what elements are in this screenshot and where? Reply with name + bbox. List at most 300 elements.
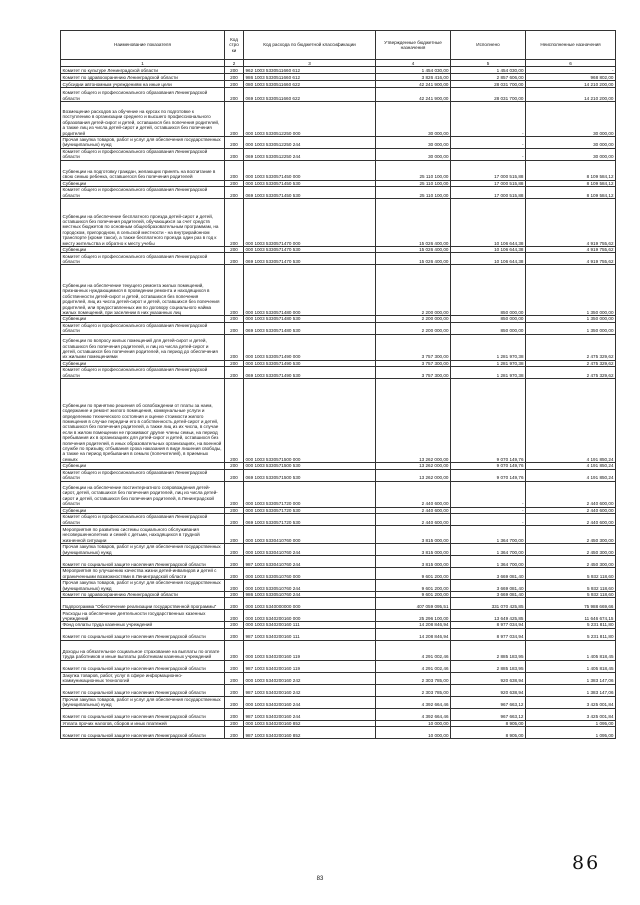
row-executed: 10 106 644,38 — [451, 199, 526, 247]
row-line-code: 200 — [225, 187, 244, 199]
row-approved: 30 000,00 — [376, 137, 451, 149]
row-approved: 25 110 100,00 — [376, 187, 451, 199]
row-name: Субвенции на обеспечение текущего ремонта жилых помещений, признанных нуждающимися в проведении ремонта и находящихся в собственности детей-сирот и детей, оставшихся без попечения родителей, лиц из числа детей-сирот и детей, оставшихся без попечения родителей, или предоставленных им по договору социального найма жилых помещений, при заселении в них указанных лиц — [61, 265, 225, 316]
row-line-code: 200 — [225, 640, 244, 660]
row-kbk: 000 1003 5330571470 530 — [244, 247, 376, 253]
row-line-code: 200 — [225, 628, 244, 640]
row-kbk: 080 1003 5330511660 622 — [244, 81, 376, 88]
row-name: Комитет общего и профессионального образования Ленинградской области — [61, 88, 225, 102]
row-unexecuted: 75 988 669,66 — [526, 598, 616, 610]
row-unexecuted: 8 109 584,12 — [526, 160, 616, 180]
row-line-code: 200 — [225, 88, 244, 102]
row-approved: 10 000,00 — [376, 727, 451, 739]
row-unexecuted: 5 231 811,80 — [526, 628, 616, 640]
row-unexecuted: 3 425 001,84 — [526, 696, 616, 708]
row-unexecuted: 1 095,00 — [526, 727, 616, 739]
row-executed: 967 663,12 — [451, 696, 526, 708]
row-executed: 13 649 425,85 — [451, 610, 526, 622]
row-line-code: 200 — [225, 610, 244, 622]
row-kbk: 069 1003 5330571500 530 — [244, 469, 376, 481]
table-row — [61, 580, 616, 592]
row-kbk: 987 1003 5340200160 244 — [244, 708, 376, 720]
row-line-code: 200 — [225, 360, 244, 366]
row-kbk: 000 1003 5340200160 244 — [244, 696, 376, 708]
row-approved: 25 110 100,00 — [376, 160, 451, 180]
row-name: Прочая закупка товаров, работ и услуг для обеспечения государственных (муниципальных) нужд — [61, 137, 225, 149]
row-line-code: 200 — [225, 514, 244, 526]
row-name: Мероприятия по развитию системы социального обслуживания несовершеннолетних и семей с детьми, находящихся в трудной жизненной ситуации — [61, 526, 225, 544]
row-line-code: 200 — [225, 684, 244, 696]
row-approved: 2 200 000,00 — [376, 322, 451, 334]
row-line-code: 200 — [225, 526, 244, 544]
row-unexecuted: 2 450 300,00 — [526, 544, 616, 556]
row-approved: 9 601 200,00 — [376, 580, 451, 592]
row-line-code: 200 — [225, 592, 244, 598]
row-line-code: 200 — [225, 568, 244, 580]
table-row — [61, 74, 616, 81]
row-unexecuted: - — [526, 67, 616, 74]
table-row — [61, 160, 616, 180]
row-line-code: 200 — [225, 727, 244, 739]
row-executed: 1 281 970,38 — [451, 367, 526, 379]
row-line-code: 200 — [225, 367, 244, 379]
row-approved: 15 026 400,00 — [376, 247, 451, 253]
row-executed: 1 364 700,00 — [451, 526, 526, 544]
table-row — [61, 628, 616, 640]
row-line-code: 200 — [225, 67, 244, 74]
row-kbk: 000 1003 5330571450 530 — [244, 180, 376, 186]
row-kbk: 069 1003 5330571490 530 — [244, 367, 376, 379]
header-executed: Исполнено — [451, 31, 526, 60]
row-kbk: 000 1003 5330410760 000 — [244, 526, 376, 544]
row-executed: - — [451, 507, 526, 513]
row-name: Прочая закупка товаров, работ и услуг для обеспечения государственных (муниципальных) нужд — [61, 696, 225, 708]
row-kbk: 069 1003 5330571720 530 — [244, 514, 376, 526]
page-number: 83 — [316, 876, 324, 882]
row-approved: 3 757 300,00 — [376, 334, 451, 360]
row-kbk: 000 1003 5330571470 000 — [244, 199, 376, 247]
row-unexecuted: 2 440 600,00 — [526, 507, 616, 513]
row-line-code: 200 — [225, 708, 244, 720]
row-line-code: 200 — [225, 463, 244, 469]
row-unexecuted: 5 932 118,60 — [526, 568, 616, 580]
row-name: Комитет по социальной защите населения Ленинградской области — [61, 684, 225, 696]
row-line-code: 200 — [225, 660, 244, 672]
row-approved: 4 392 664,46 — [376, 708, 451, 720]
row-approved: 2 303 785,00 — [376, 672, 451, 684]
row-kbk: 987 1003 5340200160 119 — [244, 660, 376, 672]
row-approved: 4 291 002,46 — [376, 640, 451, 660]
table-body — [61, 67, 616, 739]
row-kbk: 000 1003 5340200160 119 — [244, 640, 376, 660]
row-approved: 3 826 416,00 — [376, 74, 451, 81]
row-unexecuted: 1 405 818,45 — [526, 640, 616, 660]
row-kbk: 000 1003 5330571450 000 — [244, 160, 376, 180]
row-name: Субвенции по вопросу жилых помещений для детей-сирот и детей, оставшихся без попечения родителей, и лиц из числа детей-сирот и детей, оставшихся без попечения родителей, на период до обеспечения их жилыми помещениями — [61, 334, 225, 360]
row-approved: 4 392 664,46 — [376, 696, 451, 708]
row-kbk: 000 1003 5330571490 530 — [244, 360, 376, 366]
row-executed: 850 000,00 — [451, 265, 526, 316]
row-approved: 3 815 000,00 — [376, 556, 451, 568]
row-kbk: 069 1003 5330571470 530 — [244, 253, 376, 265]
table-row — [61, 469, 616, 481]
header-line-code: Код стро ки — [225, 31, 244, 60]
column-index: 6 — [526, 60, 616, 67]
row-line-code: 200 — [225, 81, 244, 88]
row-kbk: 069 1003 5330571450 530 — [244, 187, 376, 199]
row-kbk: 000 1003 5330571480 000 — [244, 265, 376, 316]
row-line-code: 200 — [225, 598, 244, 610]
table-row — [61, 137, 616, 149]
row-unexecuted: 1 350 000,00 — [526, 265, 616, 316]
row-approved: 13 262 000,00 — [376, 469, 451, 481]
row-approved: 2 440 600,00 — [376, 481, 451, 507]
row-approved: 1 454 030,00 — [376, 67, 451, 74]
row-kbk: 987 1003 5340200160 242 — [244, 684, 376, 696]
row-name: Возмещение расходов за обучение на курсах по подготовке к поступлению в организации среднего и высшего профессионального образования детей-сирот и детей, оставшихся без попечения родителей, а также лиц из числа детей-сирот и детей, оставшихся без попечения родителей — [61, 102, 225, 137]
row-executed: 1 281 970,38 — [451, 360, 526, 366]
row-line-code: 200 — [225, 672, 244, 684]
row-line-code: 200 — [225, 322, 244, 334]
row-approved: 3 815 000,00 — [376, 526, 451, 544]
column-index: 5 — [451, 60, 526, 67]
table-row — [61, 367, 616, 379]
table-row — [61, 610, 616, 622]
row-unexecuted: 5 231 811,80 — [526, 622, 616, 628]
row-line-code: 200 — [225, 74, 244, 81]
row-approved: 25 296 100,00 — [376, 610, 451, 622]
row-kbk: 962 1003 5330511660 612 — [244, 67, 376, 74]
row-unexecuted: 8 109 584,12 — [526, 187, 616, 199]
row-line-code: 200 — [225, 580, 244, 592]
table-header-row — [61, 31, 616, 60]
row-kbk: 000 1003 5340000000 000 — [244, 598, 376, 610]
row-name: Комитет общего и профессионального образования Ленинградской области — [61, 367, 225, 379]
row-executed: 8 977 034,94 — [451, 628, 526, 640]
row-approved: 42 241 900,00 — [376, 81, 451, 88]
row-unexecuted: 11 646 674,15 — [526, 610, 616, 622]
header-approved: Утвержденные бюджетные назначения — [376, 31, 451, 60]
row-name: Субвенции — [61, 180, 225, 186]
row-unexecuted: 1 350 000,00 — [526, 322, 616, 334]
row-executed: 8 905,00 — [451, 727, 526, 739]
row-kbk: 000 1003 5340200160 852 — [244, 720, 376, 726]
table-row — [61, 379, 616, 463]
row-executed: 1 281 970,38 — [451, 334, 526, 360]
table-row — [61, 67, 616, 74]
row-approved: 42 241 900,00 — [376, 88, 451, 102]
row-executed: 28 031 700,00 — [451, 81, 526, 88]
row-executed: 2 857 606,00 — [451, 74, 526, 81]
row-approved: 10 000,00 — [376, 720, 451, 726]
row-approved: 9 601 200,00 — [376, 592, 451, 598]
row-unexecuted: 5 932 118,60 — [526, 592, 616, 598]
row-line-code: 200 — [225, 507, 244, 513]
row-executed: 28 031 700,00 — [451, 88, 526, 102]
row-kbk: 000 1003 5330571500 000 — [244, 379, 376, 463]
row-executed: 1 364 700,00 — [451, 556, 526, 568]
row-executed: 2 885 183,95 — [451, 660, 526, 672]
table-row — [61, 684, 616, 696]
row-name: Подпрограмма "Обеспечение реализации государственной программы" — [61, 598, 225, 610]
row-executed: 331 070 425,85 — [451, 598, 526, 610]
row-kbk: 987 1003 5340200160 111 — [244, 628, 376, 640]
row-name: Комитет общего и профессионального образования Ленинградской области — [61, 187, 225, 199]
row-unexecuted: 14 210 200,00 — [526, 81, 616, 88]
row-kbk: 000 1003 5330410760 244 — [244, 544, 376, 556]
row-unexecuted: 2 440 600,00 — [526, 481, 616, 507]
row-kbk: 000 1003 5330510760 244 — [244, 580, 376, 592]
row-approved: 2 200 000,00 — [376, 265, 451, 316]
row-line-code: 200 — [225, 265, 244, 316]
row-executed: 17 000 515,88 — [451, 160, 526, 180]
row-unexecuted: 1 383 147,06 — [526, 684, 616, 696]
row-unexecuted: 1 405 818,45 — [526, 660, 616, 672]
table-row — [61, 660, 616, 672]
row-name: Субвенции на обеспечение постинтернатного сопровождения детей-сирот, детей, оставшихся без попечения родителей, лиц из числа детей-сирот и детей, оставшихся без попечения родителей, в Ленинградской области — [61, 481, 225, 507]
row-executed: 9 070 149,76 — [451, 379, 526, 463]
row-line-code: 200 — [225, 622, 244, 628]
row-name: Комитет общего и профессионального образования Ленинградской области — [61, 148, 225, 160]
row-line-code: 200 — [225, 253, 244, 265]
row-name: Прочая закупка товаров, работ и услуг для обеспечения государственных (муниципальных) нужд — [61, 544, 225, 556]
header-kbk: Код расхода по бюджетной классификации — [244, 31, 376, 60]
row-kbk: 986 1003 5330510760 244 — [244, 592, 376, 598]
row-unexecuted: 968 802,00 — [526, 74, 616, 81]
column-index: 1 — [61, 60, 225, 67]
row-approved: 2 200 000,00 — [376, 316, 451, 322]
row-line-code: 200 — [225, 180, 244, 186]
table-row — [61, 187, 616, 199]
row-executed: - — [451, 137, 526, 149]
row-name: Мероприятия по улучшению качества жизни детей-инвалидов и детей с ограниченными возможностями в Ленинградской области — [61, 568, 225, 580]
table-row — [61, 88, 616, 102]
row-kbk: 000 1003 5330571500 530 — [244, 463, 376, 469]
row-name: Комитет по здравоохранению Ленинградской области — [61, 592, 225, 598]
table-row — [61, 556, 616, 568]
row-approved: 2 440 600,00 — [376, 507, 451, 513]
row-line-code: 200 — [225, 334, 244, 360]
row-executed: 3 669 081,40 — [451, 568, 526, 580]
row-approved: 30 000,00 — [376, 148, 451, 160]
row-approved: 30 000,00 — [376, 102, 451, 137]
row-kbk: 000 1003 5330512250 244 — [244, 137, 376, 149]
row-name: Комитет общего и профессионального образования Ленинградской области — [61, 322, 225, 334]
row-executed: - — [451, 102, 526, 137]
table-row — [61, 253, 616, 265]
row-executed: 9 070 149,76 — [451, 463, 526, 469]
row-line-code: 200 — [225, 481, 244, 507]
row-executed: 920 638,94 — [451, 672, 526, 684]
row-unexecuted: 30 000,00 — [526, 137, 616, 149]
row-unexecuted: 3 425 001,84 — [526, 708, 616, 720]
row-kbk: 000 1003 5330571490 000 — [244, 334, 376, 360]
row-unexecuted: 2 475 329,62 — [526, 360, 616, 366]
row-line-code: 200 — [225, 199, 244, 247]
row-executed: 3 669 081,40 — [451, 592, 526, 598]
row-approved: 4 291 002,46 — [376, 660, 451, 672]
row-unexecuted: 2 440 600,00 — [526, 514, 616, 526]
row-executed: 10 106 644,38 — [451, 247, 526, 253]
row-executed: 2 885 183,95 — [451, 640, 526, 660]
row-executed: 10 106 644,38 — [451, 253, 526, 265]
row-name: Субвенции — [61, 463, 225, 469]
row-line-code: 200 — [225, 469, 244, 481]
row-line-code: 200 — [225, 160, 244, 180]
row-line-code: 200 — [225, 316, 244, 322]
row-approved: 14 208 846,94 — [376, 628, 451, 640]
row-approved: 13 262 000,00 — [376, 379, 451, 463]
table-row — [61, 727, 616, 739]
row-executed: 850 000,00 — [451, 316, 526, 322]
row-kbk: 986 1003 5330511660 612 — [244, 74, 376, 81]
row-name: Комитет общего и профессионального образования Ленинградской области — [61, 253, 225, 265]
row-name: Уплата прочих налогов, сборов и иных платежей — [61, 720, 225, 726]
row-line-code: 200 — [225, 137, 244, 149]
row-approved: 3 757 300,00 — [376, 367, 451, 379]
row-kbk: 069 1003 5330511660 622 — [244, 88, 376, 102]
row-line-code: 200 — [225, 247, 244, 253]
table-row — [61, 640, 616, 660]
row-executed: 1 454 030,00 — [451, 67, 526, 74]
row-name: Комитет по социальной защите населения Ленинградской области — [61, 660, 225, 672]
row-approved: 13 262 000,00 — [376, 463, 451, 469]
row-name: Комитет общего и профессионального образования Ленинградской области — [61, 469, 225, 481]
row-line-code: 200 — [225, 720, 244, 726]
row-unexecuted: 4 919 755,62 — [526, 253, 616, 265]
row-kbk: 000 1003 5340200160 000 — [244, 610, 376, 622]
row-executed: 967 663,12 — [451, 708, 526, 720]
row-approved: 407 059 095,51 — [376, 598, 451, 610]
row-kbk: 069 1003 5330512250 244 — [244, 148, 376, 160]
row-unexecuted: 4 191 850,24 — [526, 379, 616, 463]
table-row — [61, 334, 616, 360]
table-row — [61, 148, 616, 160]
row-name: Закупка товаров, работ, услуг в сфере информационно-коммуникационных технологий — [61, 672, 225, 684]
row-kbk: 000 1003 5330571720 000 — [244, 481, 376, 507]
row-approved: 2 440 600,00 — [376, 514, 451, 526]
row-unexecuted: 1 383 147,06 — [526, 672, 616, 684]
row-kbk: 069 1003 5330571480 530 — [244, 322, 376, 334]
row-approved: 15 026 400,00 — [376, 199, 451, 247]
row-kbk: 000 1003 5330512250 000 — [244, 102, 376, 137]
row-name: Комитет по социальной защите населения Ленинградской области — [61, 727, 225, 739]
table-row — [61, 672, 616, 684]
row-name: Субвенции на обеспечение бесплатного проезда детей-сирот и детей, оставшихся без попечения родителей, обучающихся за счет средств местных бюджетов по основным общеобразовательным программам, на городском, пригородном, в сельской местности - на внутрирайонном транспорте (кроме такси), а также бесплатного проезда один раз в год к месту жительства и обратно к месту учебы — [61, 199, 225, 247]
row-unexecuted: 1 350 000,00 — [526, 316, 616, 322]
row-kbk: 987 1003 5340200160 852 — [244, 727, 376, 739]
table-row — [61, 514, 616, 526]
row-unexecuted: 30 000,00 — [526, 148, 616, 160]
row-executed: 8 977 034,94 — [451, 622, 526, 628]
row-name: Прочая закупка товаров, работ и услуг для обеспечения государственных (муниципальных) нужд — [61, 580, 225, 592]
row-line-code: 200 — [225, 544, 244, 556]
row-executed: 850 000,00 — [451, 322, 526, 334]
row-name: Субвенции — [61, 247, 225, 253]
row-approved: 15 026 400,00 — [376, 253, 451, 265]
row-unexecuted: 2 450 300,00 — [526, 556, 616, 568]
row-name: Субвенции — [61, 507, 225, 513]
row-line-code: 200 — [225, 379, 244, 463]
row-unexecuted: 4 191 850,24 — [526, 469, 616, 481]
row-executed: - — [451, 514, 526, 526]
row-unexecuted: 4 919 755,62 — [526, 199, 616, 247]
row-kbk: 000 1003 5340200160 111 — [244, 622, 376, 628]
header-name: Наименование показателя — [61, 31, 225, 60]
row-unexecuted: 2 450 300,00 — [526, 526, 616, 544]
row-unexecuted: 30 000,00 — [526, 102, 616, 137]
column-index-row — [61, 60, 616, 67]
row-executed: 17 000 515,88 — [451, 180, 526, 186]
row-name: Субвенции — [61, 316, 225, 322]
table-row — [61, 696, 616, 708]
row-name: Комитет по социальной защите населения Ленинградской области — [61, 708, 225, 720]
row-name: Расходы на обеспечение деятельности государственных казенных учреждений — [61, 610, 225, 622]
row-approved: 2 303 785,00 — [376, 684, 451, 696]
row-name: Фонд оплаты труда казенных учреждений — [61, 622, 225, 628]
row-executed: 8 905,00 — [451, 720, 526, 726]
row-line-code: 200 — [225, 556, 244, 568]
column-index: 4 — [376, 60, 451, 67]
budget-execution-table — [60, 30, 616, 739]
table-row — [61, 322, 616, 334]
row-approved: 3 757 300,00 — [376, 360, 451, 366]
row-name: Комитет общего и профессионального образования Ленинградской области — [61, 514, 225, 526]
row-name: Субвенции на подготовку граждан, желающих принять на воспитание в свою семью ребенка, оставшегося без попечения родителей — [61, 160, 225, 180]
row-unexecuted: 4 919 755,62 — [526, 247, 616, 253]
row-executed: - — [451, 481, 526, 507]
row-kbk: 000 1003 5340200160 242 — [244, 672, 376, 684]
row-approved: 25 110 100,00 — [376, 180, 451, 186]
row-unexecuted: 14 210 200,00 — [526, 88, 616, 102]
row-line-code: 200 — [225, 102, 244, 137]
row-unexecuted: 8 109 584,12 — [526, 180, 616, 186]
table-row — [61, 265, 616, 316]
row-executed: 1 364 700,00 — [451, 544, 526, 556]
header-unexecuted: Неисполненные назначения — [526, 31, 616, 60]
row-name: Комитет по культуре Ленинградской области — [61, 67, 225, 74]
row-name: Субвенции — [61, 360, 225, 366]
row-executed: 3 669 081,40 — [451, 580, 526, 592]
row-line-code: 200 — [225, 696, 244, 708]
table-row — [61, 102, 616, 137]
row-line-code: 200 — [225, 148, 244, 160]
row-name: Комитет по социальной защите населения Ленинградской области — [61, 556, 225, 568]
row-unexecuted: 4 191 850,24 — [526, 463, 616, 469]
row-name: Доходы на обязательное социальное страхование на выплаты по оплате труда работников и иные выплаты работникам казенных учреждений — [61, 640, 225, 660]
row-approved: 3 815 000,00 — [376, 544, 451, 556]
row-approved: 9 601 200,00 — [376, 568, 451, 580]
table-row — [61, 81, 616, 88]
table-row — [61, 598, 616, 610]
column-index: 2 — [225, 60, 244, 67]
row-kbk: 000 1003 5330510760 000 — [244, 568, 376, 580]
row-executed: 17 000 515,88 — [451, 187, 526, 199]
row-name: Комитет по здравоохранению Ленинградской области — [61, 74, 225, 81]
row-kbk: 000 1003 5330571480 530 — [244, 316, 376, 322]
row-executed: - — [451, 148, 526, 160]
row-approved: 14 208 846,94 — [376, 622, 451, 628]
row-name: Комитет по социальной защите населения Ленинградской области — [61, 628, 225, 640]
row-unexecuted: 1 095,00 — [526, 720, 616, 726]
table-row — [61, 526, 616, 544]
row-unexecuted: 5 932 118,60 — [526, 580, 616, 592]
sheet-number-stamp: 86 — [572, 852, 601, 874]
row-kbk: 987 1003 5330410760 244 — [244, 556, 376, 568]
table-row — [61, 199, 616, 247]
column-index: 3 — [244, 60, 376, 67]
table-row — [61, 544, 616, 556]
